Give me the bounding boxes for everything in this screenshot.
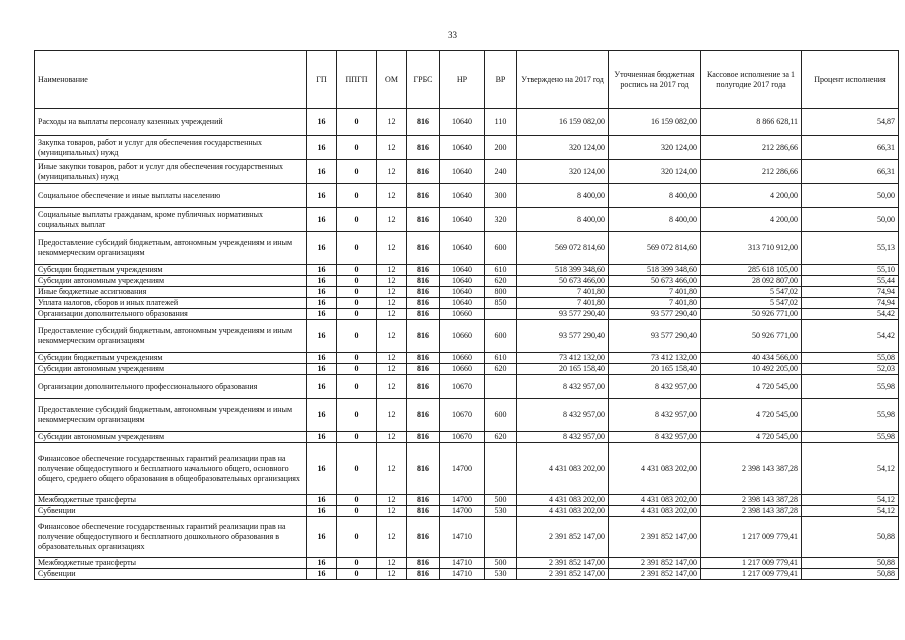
cell-grbs: 816 xyxy=(407,309,440,320)
cell-gp: 16 xyxy=(307,375,337,399)
cell-nr: 10640 xyxy=(440,232,485,265)
cell-refined: 50 673 466,00 xyxy=(609,276,701,287)
cell-approved: 8 432 957,00 xyxy=(517,375,609,399)
cell-om: 12 xyxy=(377,495,407,506)
cell-name: Предоставление субсидий бюджетным, автономным учреждениям и иным некоммерческим организациям xyxy=(35,399,307,432)
table-row xyxy=(35,399,899,432)
cell-gp: 16 xyxy=(307,232,337,265)
table-row xyxy=(35,495,899,506)
cell-name: Финансовое обеспечение государственных гарантий реализации прав на получение общедоступного и бесплатного дошкольного образования в образовательных организациях xyxy=(35,517,307,558)
cell-name: Иные бюджетные ассигнования xyxy=(35,287,307,298)
cell-name: Субсидии бюджетным учреждениям xyxy=(35,265,307,276)
cell-name: Уплата налогов, сборов и иных платежей xyxy=(35,298,307,309)
cell-percent: 50,88 xyxy=(802,517,899,558)
cell-refined: 8 400,00 xyxy=(609,208,701,232)
cell-nr: 10640 xyxy=(440,109,485,136)
cell-vr: 300 xyxy=(485,184,517,208)
cell-approved: 93 577 290,40 xyxy=(517,320,609,353)
cell-om: 12 xyxy=(377,160,407,184)
header-refined: Уточненная бюджетная роспись на 2017 год xyxy=(609,51,701,109)
cell-name: Субвенции xyxy=(35,569,307,580)
cell-ppgp: 0 xyxy=(337,506,377,517)
header-percent: Процент исполнения xyxy=(802,51,899,109)
cell-name: Межбюджетные трансферты xyxy=(35,495,307,506)
cell-om: 12 xyxy=(377,265,407,276)
cell-grbs: 816 xyxy=(407,399,440,432)
cell-om: 12 xyxy=(377,569,407,580)
cell-refined: 518 399 348,60 xyxy=(609,265,701,276)
cell-gp: 16 xyxy=(307,287,337,298)
cell-om: 12 xyxy=(377,558,407,569)
cell-gp: 16 xyxy=(307,558,337,569)
cell-refined: 8 432 957,00 xyxy=(609,375,701,399)
cell-grbs: 816 xyxy=(407,276,440,287)
cell-approved: 4 431 083 202,00 xyxy=(517,495,609,506)
cell-name: Субсидии бюджетным учреждениям xyxy=(35,353,307,364)
cell-om: 12 xyxy=(377,287,407,298)
cell-percent: 55,98 xyxy=(802,375,899,399)
cell-ppgp: 0 xyxy=(337,309,377,320)
cell-approved: 50 673 466,00 xyxy=(517,276,609,287)
header-approved: Утверждено на 2017 год xyxy=(517,51,609,109)
cell-percent: 54,12 xyxy=(802,506,899,517)
table-row xyxy=(35,298,899,309)
cell-grbs: 816 xyxy=(407,109,440,136)
cell-refined: 93 577 290,40 xyxy=(609,320,701,353)
header-row xyxy=(35,51,899,109)
cell-gp: 16 xyxy=(307,432,337,443)
cell-nr: 10640 xyxy=(440,287,485,298)
cell-vr: 620 xyxy=(485,364,517,375)
cell-grbs: 816 xyxy=(407,353,440,364)
header-nr: НР xyxy=(440,51,485,109)
cell-percent: 54,42 xyxy=(802,309,899,320)
cell-gp: 16 xyxy=(307,298,337,309)
cell-percent: 50,88 xyxy=(802,558,899,569)
cell-cash: 4 200,00 xyxy=(701,208,802,232)
table-row xyxy=(35,432,899,443)
cell-nr: 10640 xyxy=(440,276,485,287)
cell-nr: 10640 xyxy=(440,136,485,160)
cell-nr: 10670 xyxy=(440,375,485,399)
cell-ppgp: 0 xyxy=(337,184,377,208)
cell-ppgp: 0 xyxy=(337,399,377,432)
cell-approved: 2 391 852 147,00 xyxy=(517,517,609,558)
header-cash: Кассовое исполнение за 1 полугодие 2017 года xyxy=(701,51,802,109)
cell-grbs: 816 xyxy=(407,287,440,298)
cell-om: 12 xyxy=(377,208,407,232)
cell-refined: 4 431 083 202,00 xyxy=(609,506,701,517)
cell-vr: 850 xyxy=(485,298,517,309)
cell-nr: 14700 xyxy=(440,443,485,495)
table-row xyxy=(35,320,899,353)
table-row xyxy=(35,364,899,375)
cell-cash: 285 618 105,00 xyxy=(701,265,802,276)
cell-approved: 4 431 083 202,00 xyxy=(517,443,609,495)
cell-cash: 4 720 545,00 xyxy=(701,375,802,399)
cell-approved: 320 124,00 xyxy=(517,160,609,184)
cell-cash: 212 286,66 xyxy=(701,160,802,184)
cell-refined: 73 412 132,00 xyxy=(609,353,701,364)
cell-gp: 16 xyxy=(307,160,337,184)
cell-name: Финансовое обеспечение государственных гарантий реализации прав на получение общедоступного и бесплатного начального общего, основного общего, среднего общего образования в общеобразовательных организациях xyxy=(35,443,307,495)
cell-approved: 7 401,80 xyxy=(517,298,609,309)
cell-refined: 8 400,00 xyxy=(609,184,701,208)
cell-name: Межбюджетные трансферты xyxy=(35,558,307,569)
cell-om: 12 xyxy=(377,320,407,353)
cell-approved: 518 399 348,60 xyxy=(517,265,609,276)
cell-grbs: 816 xyxy=(407,558,440,569)
cell-approved: 93 577 290,40 xyxy=(517,309,609,320)
cell-gp: 16 xyxy=(307,208,337,232)
cell-gp: 16 xyxy=(307,517,337,558)
cell-cash: 1 217 009 779,41 xyxy=(701,569,802,580)
table-row xyxy=(35,232,899,265)
cell-grbs: 816 xyxy=(407,443,440,495)
cell-approved: 320 124,00 xyxy=(517,136,609,160)
cell-percent: 74,94 xyxy=(802,287,899,298)
cell-ppgp: 0 xyxy=(337,276,377,287)
cell-ppgp: 0 xyxy=(337,136,377,160)
cell-refined: 7 401,80 xyxy=(609,287,701,298)
cell-om: 12 xyxy=(377,443,407,495)
cell-percent: 52,03 xyxy=(802,364,899,375)
cell-name: Предоставление субсидий бюджетным, автономным учреждениям и иным некоммерческим организациям xyxy=(35,320,307,353)
table-row xyxy=(35,109,899,136)
header-grbs: ГРБС xyxy=(407,51,440,109)
cell-name: Расходы на выплаты персоналу казенных учреждений xyxy=(35,109,307,136)
cell-vr: 530 xyxy=(485,506,517,517)
cell-nr: 10640 xyxy=(440,298,485,309)
cell-approved: 7 401,80 xyxy=(517,287,609,298)
cell-refined: 4 431 083 202,00 xyxy=(609,443,701,495)
table-row xyxy=(35,208,899,232)
cell-vr: 600 xyxy=(485,399,517,432)
cell-om: 12 xyxy=(377,364,407,375)
cell-nr: 14700 xyxy=(440,495,485,506)
cell-cash: 5 547,02 xyxy=(701,298,802,309)
cell-name: Организации дополнительного профессионального образования xyxy=(35,375,307,399)
cell-name: Социальное обеспечение и иные выплаты населению xyxy=(35,184,307,208)
cell-percent: 66,31 xyxy=(802,136,899,160)
cell-gp: 16 xyxy=(307,569,337,580)
cell-vr xyxy=(485,443,517,495)
cell-nr: 10640 xyxy=(440,265,485,276)
cell-percent: 54,12 xyxy=(802,495,899,506)
cell-om: 12 xyxy=(377,517,407,558)
table-row xyxy=(35,443,899,495)
cell-cash: 313 710 912,00 xyxy=(701,232,802,265)
cell-ppgp: 0 xyxy=(337,298,377,309)
cell-vr xyxy=(485,517,517,558)
cell-grbs: 816 xyxy=(407,569,440,580)
cell-nr: 10640 xyxy=(440,160,485,184)
cell-grbs: 816 xyxy=(407,136,440,160)
table-row xyxy=(35,506,899,517)
cell-om: 12 xyxy=(377,309,407,320)
cell-vr: 500 xyxy=(485,495,517,506)
cell-name: Организации дополнительного образования xyxy=(35,309,307,320)
table-row xyxy=(35,558,899,569)
cell-gp: 16 xyxy=(307,506,337,517)
table-row xyxy=(35,309,899,320)
cell-grbs: 816 xyxy=(407,517,440,558)
cell-cash: 4 200,00 xyxy=(701,184,802,208)
table-row xyxy=(35,276,899,287)
cell-vr: 530 xyxy=(485,569,517,580)
cell-cash: 4 720 545,00 xyxy=(701,399,802,432)
cell-percent: 74,94 xyxy=(802,298,899,309)
cell-gp: 16 xyxy=(307,364,337,375)
cell-grbs: 816 xyxy=(407,432,440,443)
cell-percent: 55,13 xyxy=(802,232,899,265)
cell-grbs: 816 xyxy=(407,232,440,265)
cell-nr: 14700 xyxy=(440,506,485,517)
cell-gp: 16 xyxy=(307,265,337,276)
table-row xyxy=(35,265,899,276)
cell-approved: 569 072 814,60 xyxy=(517,232,609,265)
cell-approved: 8 400,00 xyxy=(517,208,609,232)
cell-approved: 20 165 158,40 xyxy=(517,364,609,375)
cell-nr: 14710 xyxy=(440,558,485,569)
cell-cash: 5 547,02 xyxy=(701,287,802,298)
cell-ppgp: 0 xyxy=(337,208,377,232)
cell-refined: 16 159 082,00 xyxy=(609,109,701,136)
cell-om: 12 xyxy=(377,184,407,208)
cell-cash: 2 398 143 387,28 xyxy=(701,495,802,506)
cell-nr: 10640 xyxy=(440,208,485,232)
cell-nr: 14710 xyxy=(440,569,485,580)
cell-cash: 10 492 205,00 xyxy=(701,364,802,375)
cell-vr: 200 xyxy=(485,136,517,160)
cell-om: 12 xyxy=(377,375,407,399)
cell-nr: 10670 xyxy=(440,432,485,443)
cell-vr: 600 xyxy=(485,320,517,353)
cell-name: Субсидии автономным учреждениям xyxy=(35,432,307,443)
cell-gp: 16 xyxy=(307,309,337,320)
cell-ppgp: 0 xyxy=(337,364,377,375)
cell-name: Социальные выплаты гражданам, кроме публичных нормативных социальных выплат xyxy=(35,208,307,232)
cell-vr xyxy=(485,375,517,399)
cell-om: 12 xyxy=(377,399,407,432)
cell-om: 12 xyxy=(377,136,407,160)
cell-approved: 8 432 957,00 xyxy=(517,432,609,443)
cell-nr: 10660 xyxy=(440,353,485,364)
cell-nr: 10640 xyxy=(440,184,485,208)
cell-ppgp: 0 xyxy=(337,353,377,364)
cell-ppgp: 0 xyxy=(337,232,377,265)
cell-vr: 610 xyxy=(485,265,517,276)
cell-grbs: 816 xyxy=(407,364,440,375)
cell-grbs: 816 xyxy=(407,320,440,353)
cell-name: Предоставление субсидий бюджетным, автономным учреждениям и иным некоммерческим организациям xyxy=(35,232,307,265)
cell-vr: 500 xyxy=(485,558,517,569)
cell-cash: 212 286,66 xyxy=(701,136,802,160)
cell-om: 12 xyxy=(377,353,407,364)
cell-cash: 1 217 009 779,41 xyxy=(701,517,802,558)
cell-vr: 620 xyxy=(485,432,517,443)
cell-grbs: 816 xyxy=(407,160,440,184)
cell-refined: 93 577 290,40 xyxy=(609,309,701,320)
cell-ppgp: 0 xyxy=(337,287,377,298)
table-row xyxy=(35,287,899,298)
cell-grbs: 816 xyxy=(407,208,440,232)
cell-ppgp: 0 xyxy=(337,558,377,569)
header-gp: ГП xyxy=(307,51,337,109)
cell-gp: 16 xyxy=(307,399,337,432)
cell-grbs: 816 xyxy=(407,375,440,399)
cell-gp: 16 xyxy=(307,136,337,160)
cell-gp: 16 xyxy=(307,276,337,287)
cell-ppgp: 0 xyxy=(337,517,377,558)
cell-cash: 28 092 807,00 xyxy=(701,276,802,287)
cell-nr: 10660 xyxy=(440,320,485,353)
cell-ppgp: 0 xyxy=(337,569,377,580)
cell-ppgp: 0 xyxy=(337,320,377,353)
cell-percent: 55,98 xyxy=(802,432,899,443)
table-row xyxy=(35,184,899,208)
cell-percent: 55,44 xyxy=(802,276,899,287)
cell-percent: 50,00 xyxy=(802,208,899,232)
cell-vr: 320 xyxy=(485,208,517,232)
table-row xyxy=(35,353,899,364)
cell-refined: 320 124,00 xyxy=(609,160,701,184)
table-row xyxy=(35,517,899,558)
cell-om: 12 xyxy=(377,232,407,265)
cell-percent: 50,00 xyxy=(802,184,899,208)
cell-ppgp: 0 xyxy=(337,375,377,399)
cell-name: Субсидии автономным учреждениям xyxy=(35,276,307,287)
cell-gp: 16 xyxy=(307,495,337,506)
page-number: 33 xyxy=(448,30,457,40)
cell-refined: 8 432 957,00 xyxy=(609,399,701,432)
cell-cash: 2 398 143 387,28 xyxy=(701,443,802,495)
cell-name: Закупка товаров, работ и услуг для обеспечения государственных (муниципальных) нужд xyxy=(35,136,307,160)
cell-refined: 8 432 957,00 xyxy=(609,432,701,443)
cell-om: 12 xyxy=(377,298,407,309)
cell-vr: 620 xyxy=(485,276,517,287)
cell-vr: 600 xyxy=(485,232,517,265)
cell-grbs: 816 xyxy=(407,298,440,309)
cell-ppgp: 0 xyxy=(337,265,377,276)
cell-cash: 8 866 628,11 xyxy=(701,109,802,136)
cell-percent: 55,08 xyxy=(802,353,899,364)
cell-ppgp: 0 xyxy=(337,443,377,495)
table-row xyxy=(35,160,899,184)
cell-gp: 16 xyxy=(307,320,337,353)
cell-approved: 8 400,00 xyxy=(517,184,609,208)
cell-approved: 16 159 082,00 xyxy=(517,109,609,136)
cell-gp: 16 xyxy=(307,353,337,364)
cell-om: 12 xyxy=(377,276,407,287)
cell-ppgp: 0 xyxy=(337,495,377,506)
cell-refined: 2 391 852 147,00 xyxy=(609,558,701,569)
cell-refined: 4 431 083 202,00 xyxy=(609,495,701,506)
cell-vr: 110 xyxy=(485,109,517,136)
cell-refined: 569 072 814,60 xyxy=(609,232,701,265)
cell-approved: 4 431 083 202,00 xyxy=(517,506,609,517)
cell-refined: 20 165 158,40 xyxy=(609,364,701,375)
budget-execution-table xyxy=(34,50,899,580)
cell-refined: 320 124,00 xyxy=(609,136,701,160)
cell-percent: 55,98 xyxy=(802,399,899,432)
cell-vr: 240 xyxy=(485,160,517,184)
cell-vr xyxy=(485,309,517,320)
cell-gp: 16 xyxy=(307,443,337,495)
cell-approved: 2 391 852 147,00 xyxy=(517,569,609,580)
cell-nr: 10660 xyxy=(440,309,485,320)
cell-grbs: 816 xyxy=(407,506,440,517)
header-om: ОМ xyxy=(377,51,407,109)
cell-refined: 7 401,80 xyxy=(609,298,701,309)
cell-name: Субсидии автономным учреждениям xyxy=(35,364,307,375)
cell-cash: 2 398 143 387,28 xyxy=(701,506,802,517)
cell-cash: 50 926 771,00 xyxy=(701,320,802,353)
table-row xyxy=(35,375,899,399)
cell-grbs: 816 xyxy=(407,184,440,208)
table-row xyxy=(35,569,899,580)
cell-percent: 54,12 xyxy=(802,443,899,495)
cell-percent: 54,42 xyxy=(802,320,899,353)
cell-refined: 2 391 852 147,00 xyxy=(609,569,701,580)
cell-vr: 610 xyxy=(485,353,517,364)
cell-percent: 50,88 xyxy=(802,569,899,580)
header-name: Наименование xyxy=(35,51,307,109)
cell-nr: 14710 xyxy=(440,517,485,558)
cell-cash: 4 720 545,00 xyxy=(701,432,802,443)
cell-percent: 55,10 xyxy=(802,265,899,276)
cell-nr: 10670 xyxy=(440,399,485,432)
cell-om: 12 xyxy=(377,109,407,136)
cell-ppgp: 0 xyxy=(337,109,377,136)
cell-approved: 2 391 852 147,00 xyxy=(517,558,609,569)
cell-cash: 40 434 566,00 xyxy=(701,353,802,364)
cell-ppgp: 0 xyxy=(337,160,377,184)
cell-gp: 16 xyxy=(307,184,337,208)
header-vr: ВР xyxy=(485,51,517,109)
cell-gp: 16 xyxy=(307,109,337,136)
cell-cash: 1 217 009 779,41 xyxy=(701,558,802,569)
cell-approved: 73 412 132,00 xyxy=(517,353,609,364)
cell-refined: 2 391 852 147,00 xyxy=(609,517,701,558)
table-row xyxy=(35,136,899,160)
cell-percent: 66,31 xyxy=(802,160,899,184)
cell-om: 12 xyxy=(377,506,407,517)
cell-grbs: 816 xyxy=(407,495,440,506)
cell-vr: 800 xyxy=(485,287,517,298)
cell-percent: 54,87 xyxy=(802,109,899,136)
cell-name: Субвенции xyxy=(35,506,307,517)
cell-ppgp: 0 xyxy=(337,432,377,443)
cell-grbs: 816 xyxy=(407,265,440,276)
cell-cash: 50 926 771,00 xyxy=(701,309,802,320)
header-ppgp: ППГП xyxy=(337,51,377,109)
cell-om: 12 xyxy=(377,432,407,443)
cell-approved: 8 432 957,00 xyxy=(517,399,609,432)
cell-nr: 10660 xyxy=(440,364,485,375)
cell-name: Иные закупки товаров, работ и услуг для обеспечения государственных (муниципальных) нужд xyxy=(35,160,307,184)
